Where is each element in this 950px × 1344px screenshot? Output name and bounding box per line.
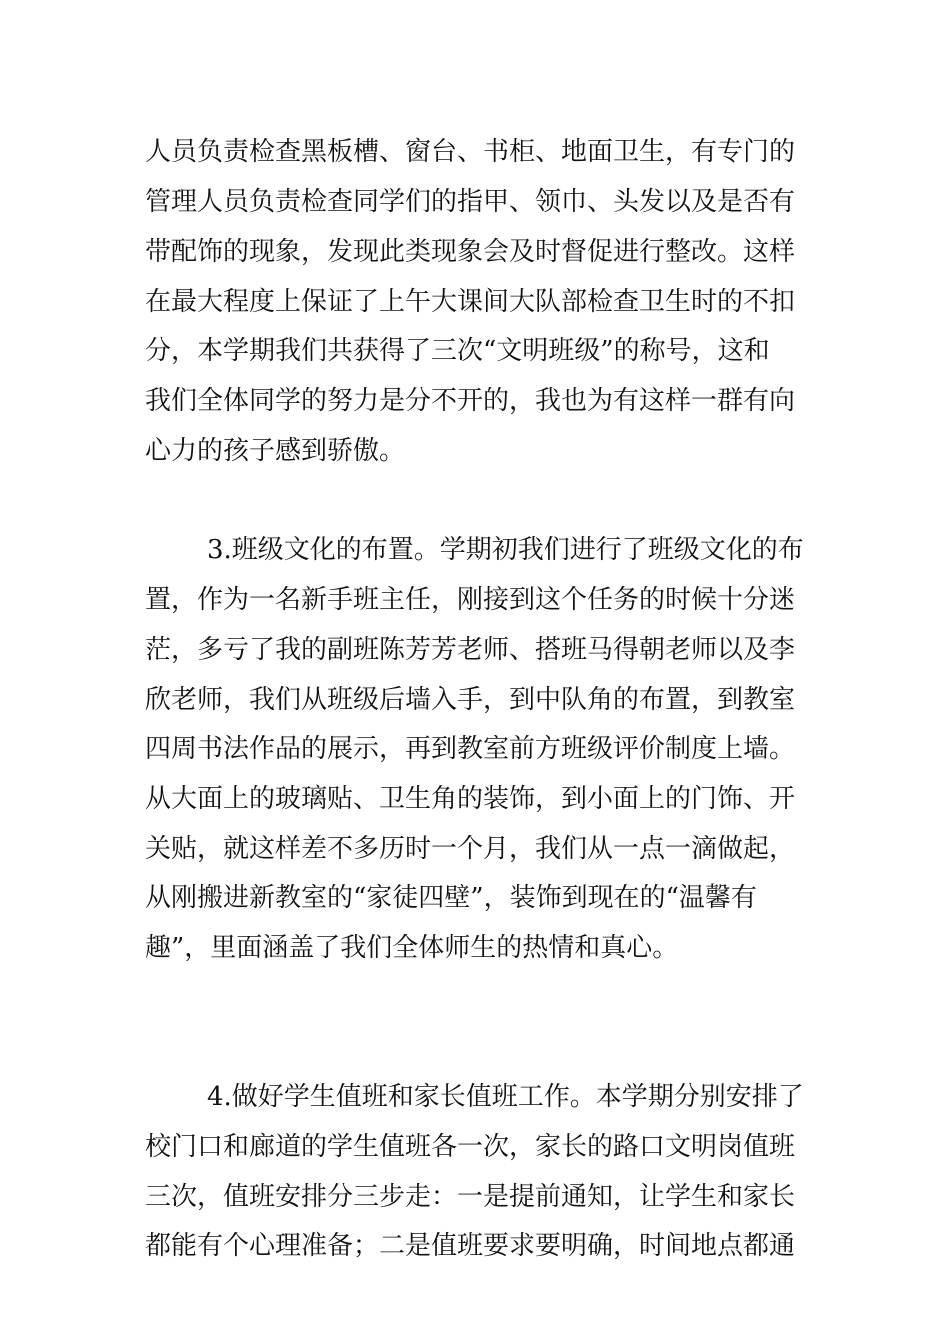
text-line: 在最大程度上保证了上午大课间大队部检查卫生时的不扣: [145, 287, 796, 317]
text-line: 我们全体同学的努力是分不开的，我也为有这样一群有向: [145, 386, 796, 416]
text-line: 3.班级文化的布置。学期初我们进行了班级文化的布: [207, 535, 804, 565]
text-line: 4.做好学生值班和家长值班工作。本学期分别安排了: [207, 1082, 804, 1112]
text-line: 四周书法作品的展示，再到教室前方班级评价制度上墙。: [145, 734, 796, 764]
text-line: 三次，值班安排分三步走：一是提前通知，让学生和家长: [145, 1182, 796, 1212]
text-line: 带配饰的现象，发现此类现象会及时督促进行整改。这样: [145, 237, 796, 267]
text-line: 欣老师，我们从班级后墙入手，到中队角的布置，到教室: [145, 685, 796, 715]
text-line: 从大面上的玻璃贴、卫生角的装饰，到小面上的门饰、开: [145, 784, 796, 814]
text-line: 心力的孩子感到骄傲。: [145, 436, 406, 466]
text-line: 分，本学期我们共获得了三次“文明班级”的称号，这和: [145, 336, 770, 366]
text-line: 人员负责检查黑板槽、窗台、书柜、地面卫生，有专门的: [145, 137, 796, 167]
text-line: 管理人员负责检查同学们的指甲、领巾、头发以及是否有: [145, 187, 796, 217]
text-line: 趣”，里面涵盖了我们全体师生的热情和真心。: [145, 933, 679, 963]
text-line: 校门口和廊道的学生值班各一次，家长的路口文明岗值班: [145, 1132, 796, 1162]
text-line: 茫，多亏了我的副班陈芳芳老师、搭班马得朝老师以及李: [145, 635, 796, 665]
text-line: 关贴，就这样差不多历时一个月，我们从一点一滴做起，: [145, 834, 796, 864]
text-line: 都能有个心理准备；二是值班要求要明确，时间地点都通: [145, 1231, 796, 1261]
text-line: 置，作为一名新手班主任，刚接到这个任务的时候十分迷: [145, 585, 796, 615]
text-line: 从刚搬进新教室的“家徒四壁”，装饰到现在的“温馨有: [145, 883, 757, 913]
